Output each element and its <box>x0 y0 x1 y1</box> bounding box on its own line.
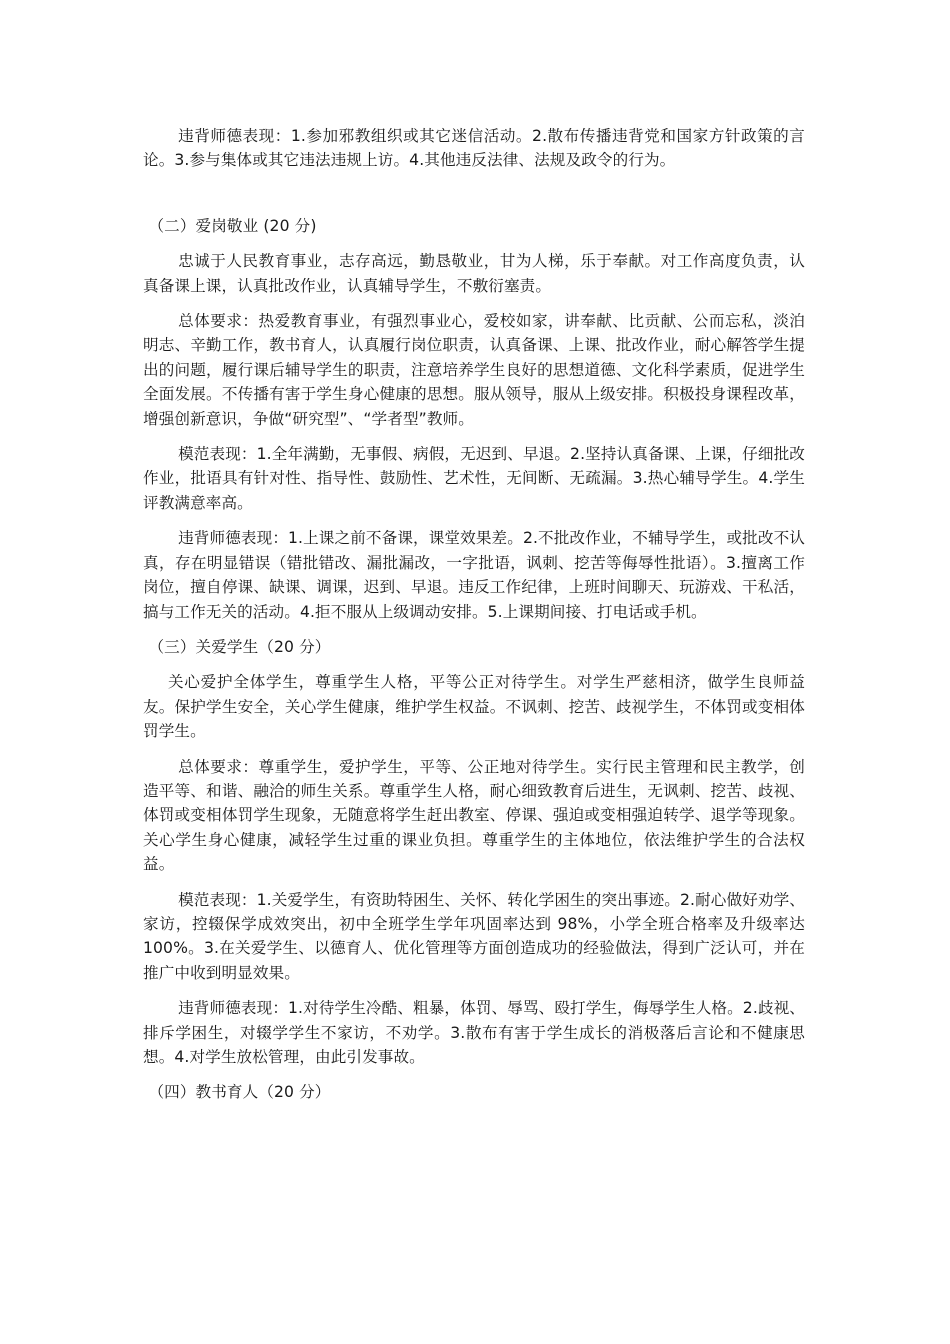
paragraph-general-requirements-2: 总体要求：热爱教育事业，有强烈事业心，爱校如家，讲奉献、比贡献、公而忘私，淡泊明志、辛勤工作，教书育人，认真履行岗位职责，认真备课、上课、批改作业，耐心解答学生提出的问题，履行课后辅导学生的职责，注意培养学生良好的思想道德、文化科学素质，促进学生全面发展。不传播有害于学生身心健康的思想。服从领导，服从上级安排。积极投身课程改革，增强创新意识，争做“研究型”、“学者型”教师。 <box>143 312 805 428</box>
paragraph-violation-1: 违背师德表现：1.参加邪教组织或其它迷信活动。2.散布传播违背党和国家方针政策的言论。3.参与集体或其它违法违规上访。4.其他违反法律、法规及政令的行为。 <box>143 127 805 170</box>
paragraph-violation-3: 违背师德表现：1.对待学生冷酷、粗暴，体罚、辱骂、殴打学生，侮辱学生人格。2.歧视、排斥学困生，对辍学学生不家访，不劝学。3.散布有害于学生成长的消极落后言论和不健康思想。4.对学生放松管理，由此引发事故。 <box>143 999 805 1066</box>
section-heading-2: （二）爱岗敬业 (20 分) <box>148 216 317 235</box>
paragraph-model-behavior-3: 模范表现：1.关爱学生，有资助特困生、关怀、转化学困生的突出事迹。2.耐心做好劝学、家访，控辍保学成效突出，初中全班学生学年巩固率达到 98%，小学全班合格率及升级率达 100%。3.在关爱学生、以德育人、优化管理等方面创造成功的经验做法，得到广泛认可，并在推广中收到明显效果。 <box>143 890 805 982</box>
section-heading-4: （四）教书育人（20 分） <box>148 1083 331 1102</box>
paragraph-general-requirements-3: 总体要求：尊重学生，爱护学生，平等、公正地对待学生。实行民主管理和民主教学，创造平等、和谐、融洽的师生关系。尊重学生人格，耐心细致教育后进生，无讽刺、挖苦、歧视、体罚或变相体罚学生现象，无随意将学生赶出教室、停课、强迫或变相强迫转学、退学等现象。关心学生身心健康，减轻学生过重的课业负担。尊重学生的主体地位，依法维护学生的合法权益。 <box>143 757 805 874</box>
paragraph-violation-2: 违背师德表现：1.上课之前不备课，课堂效果差。2.不批改作业，不辅导学生，或批改不认真，存在明显错误（错批错改、漏批漏改，一字批语，讽刺、挖苦等侮辱性批语）。3.擅离工作岗位，擅自停课、缺课、调课，迟到、早退。违反工作纪律，上班时间聊天、玩游戏、干私活，搞与工作无关的活动。4.拒不服从上级调动安排。5.上课期间接、打电话或手机。 <box>143 529 805 621</box>
section-heading-3: （三）关爱学生（20 分） <box>148 637 331 656</box>
paragraph-care-intro: 关心爱护全体学生，尊重学生人格，平等公正对待学生。对学生严慈相济，做学生良师益友。保护学生安全，关心学生健康，维护学生权益。不讽刺、挖苦、歧视学生，不体罚或变相体罚学生。 <box>143 673 805 741</box>
paragraph-dedication-intro: 忠诚于人民教育事业，志存高远，勤恳敬业，甘为人梯，乐于奉献。对工作高度负责，认真备课上课，认真批改作业，认真辅导学生，不敷衍塞责。 <box>143 252 805 295</box>
document-page <box>143 124 805 1105</box>
paragraph-model-behavior-2: 模范表现：1.全年满勤，无事假、病假，无迟到、早退。2.坚持认真备课、上课，仔细批改作业，批语具有针对性、指导性、鼓励性、艺术性，无间断、无疏漏。3.热心辅导学生。4.学生评教满意率高。 <box>143 445 806 512</box>
